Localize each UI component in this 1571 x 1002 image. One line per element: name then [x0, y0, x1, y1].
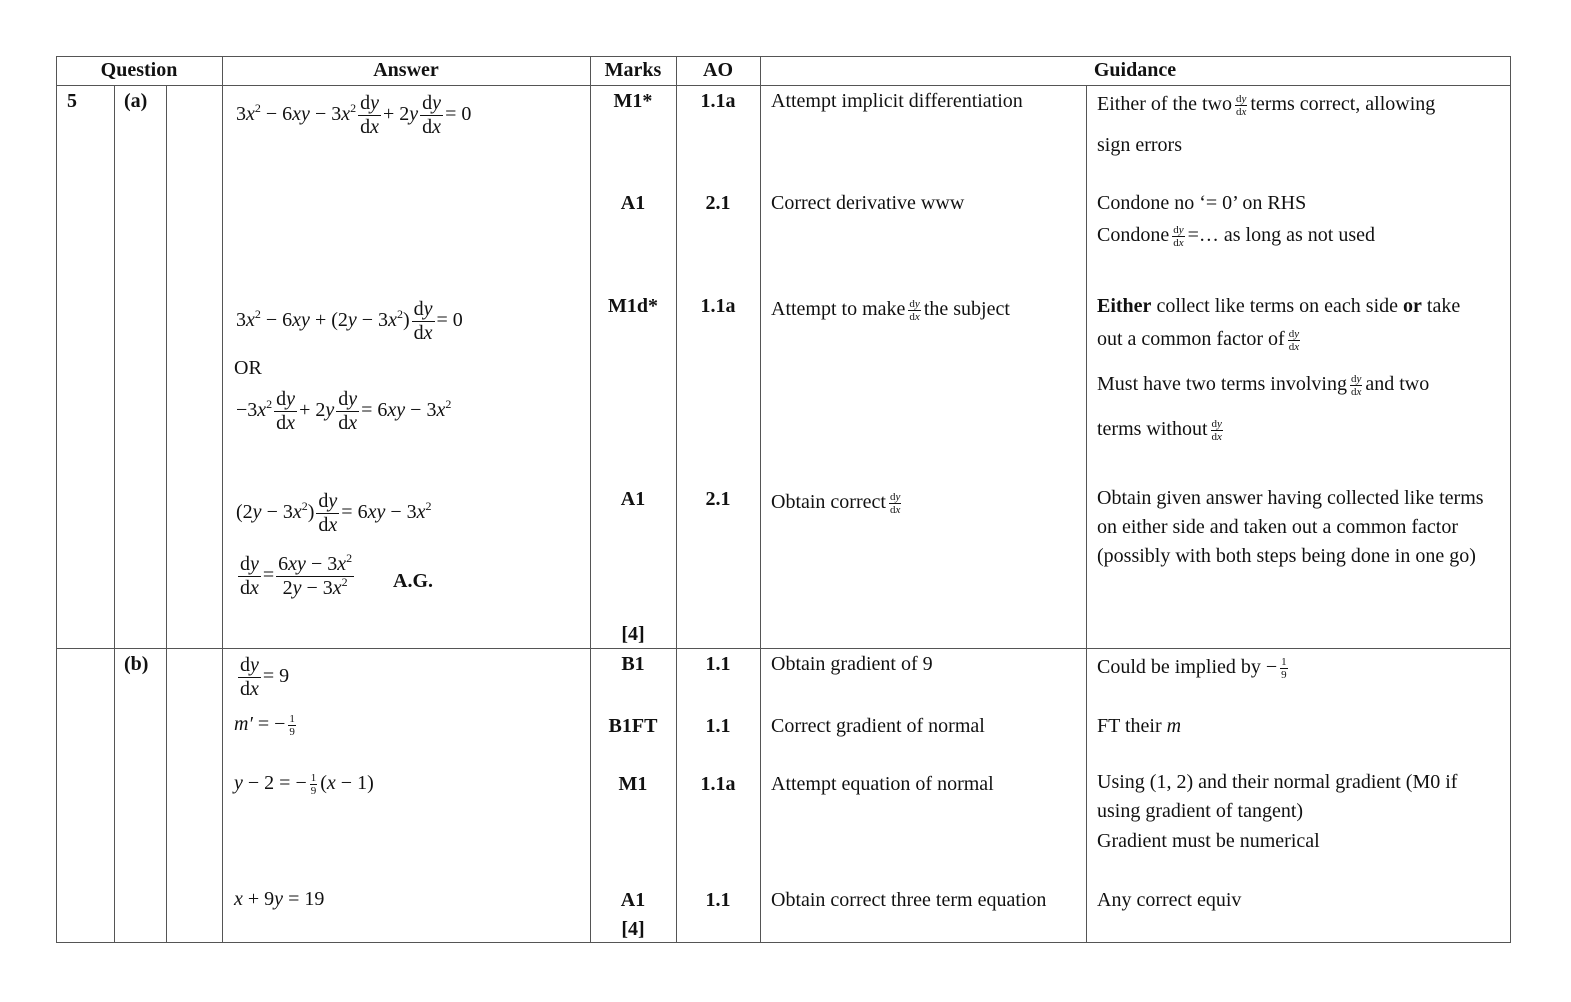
mark-a-4: A1: [620, 488, 646, 510]
part-b-label: (b): [124, 653, 149, 675]
ao-a-4: 2.1: [705, 488, 731, 510]
guidance-a-2-pre: Condone: [1097, 224, 1170, 247]
mark-b-1: B1: [621, 653, 645, 675]
guidance-a-3-common: out a common factor of: [1097, 328, 1285, 351]
desc-a-3-pre: Attempt to make: [771, 298, 906, 321]
header-guidance: Guidance: [1093, 59, 1177, 81]
guidance-a-3-without: terms without: [1097, 418, 1208, 441]
col-border: [760, 56, 761, 943]
desc-a-2: Correct derivative www: [771, 192, 965, 214]
ao-b-2: 1.1: [705, 715, 731, 737]
question-number: 5: [67, 90, 77, 112]
col-border: [1086, 85, 1087, 943]
guidance-a-1-post: terms correct, allowing: [1250, 93, 1436, 116]
desc-a-4-text: Obtain correct: [771, 491, 886, 514]
mark-a-1: M1*: [613, 90, 653, 112]
guidance-a-3-line1: [1097, 296, 1460, 316]
desc-a-1: Attempt implicit differentiation: [771, 90, 1023, 112]
guidance-a-3-either: Either: [1097, 295, 1152, 317]
mark-b-4: A1: [620, 889, 646, 911]
col-border: [166, 85, 167, 943]
guidance-a-3-line4: terms without $\frac{dy}{dx}$: [1097, 418, 1222, 444]
guidance-b-3-line3: Gradient must be numerical: [1097, 830, 1320, 852]
answer-b-line3: y − 2 = − $\frac{1}{9}$ (x − 1): [234, 772, 374, 798]
answer-b-line2: m′ = − $\frac{1}{9}$: [234, 713, 295, 739]
answer-a-ag: A.G.: [393, 570, 433, 592]
guidance-a-3-line3: Must have two terms involving $\frac{dy}{dx}$ and two: [1097, 373, 1430, 399]
guidance-a-2-post: =… as long as not used: [1187, 224, 1375, 247]
guidance-a-3-or: or: [1403, 295, 1422, 317]
answer-b-line4: x + 9y = 19: [234, 888, 325, 910]
col-border: [1510, 56, 1511, 943]
col-border: [222, 56, 223, 943]
desc-b-3: Attempt equation of normal: [771, 773, 994, 795]
col-border: [114, 85, 115, 943]
header-divider: [56, 85, 1511, 86]
answer-a-line5: $\frac{dy}{dx}$ = $\frac{6xy - 3x^2}{2y - 3x^2}$: [240, 551, 353, 599]
total-a: [4]: [621, 623, 645, 645]
desc-a-3-post: the subject: [923, 298, 1010, 321]
guidance-b-2: [1097, 716, 1181, 736]
ao-b-1: 1.1: [705, 653, 731, 675]
ao-a-3: 1.1a: [700, 295, 736, 317]
mark-b-3: M1: [618, 773, 648, 795]
guidance-b-1: Could be implied by − $\frac{1}{9}$: [1097, 656, 1287, 682]
guidance-a-1-line1: Either of the two $\frac{dy}{dx}$ terms correct, allowing: [1097, 93, 1436, 119]
guidance-a-2-line2: Condone $\frac{dy}{dx}$ =… as long as not used: [1097, 224, 1375, 250]
col-border: [56, 56, 57, 943]
ao-b-4: 1.1: [705, 889, 731, 911]
guidance-a-3-line2: out a common factor of $\frac{dy}{dx}$: [1097, 328, 1300, 354]
table-border-top: [56, 56, 1511, 57]
answer-a-line3: $-3x^2$ $\frac{dy}{dx}$ + 2y $\frac{dy}{dx}$ = $6xy - 3x^2$: [236, 388, 452, 434]
desc-a-3: Attempt to make $\frac{dy}{dx}$ the subject: [771, 298, 1010, 324]
header-marks: Marks: [604, 59, 662, 81]
guidance-a-3-musthave: Must have two terms involving: [1097, 373, 1347, 396]
guidance-a-3-collect: collect like terms on each side: [1151, 295, 1404, 317]
guidance-a-4: Obtain given answer having collected like terms on either side and taken out a common factor (possibly with both steps being done in one go): [1097, 487, 1484, 567]
desc-b-4: Obtain correct three term equation: [771, 889, 1047, 911]
ao-a-2: 2.1: [705, 192, 731, 214]
desc-b-1: Obtain gradient of 9: [771, 653, 933, 675]
part-a-label: (a): [124, 90, 148, 112]
header-ao: AO: [703, 59, 733, 81]
guidance-b-2-var: m: [1166, 715, 1182, 737]
mark-a-3: M1d*: [608, 295, 658, 317]
guidance-b-3: Using (1, 2) and their normal gradient (M0 if using gradient of tangent): [1097, 771, 1458, 822]
header-answer: Answer: [373, 59, 439, 81]
guidance-a-3-andtwo: and two: [1365, 373, 1430, 396]
guidance-a-2-line1: Condone no ‘= 0’ on RHS: [1097, 192, 1307, 214]
guidance-b-2-pre: FT their: [1097, 715, 1162, 737]
answer-a-line2: $3x^2 - 6xy + (2y - 3x^2)$ $\frac{dy}{dx}$ = 0: [236, 298, 463, 344]
mark-a-2: A1: [620, 192, 646, 214]
answer-b-line1: $\frac{dy}{dx}$ = 9: [240, 654, 290, 700]
ao-b-3: 1.1a: [700, 773, 736, 795]
guidance-b-1-pre: Could be implied by: [1097, 656, 1261, 679]
guidance-a-1-pre: Either of the two: [1097, 93, 1232, 116]
ao-a-1: 1.1a: [700, 90, 736, 112]
header-question: Question: [100, 59, 178, 81]
answer-a-line4: $(2y - 3x^2)$ $\frac{dy}{dx}$ = $6xy - 3x^2$: [236, 490, 432, 536]
answer-a-line1: $3x^2 - 6xy - 3x^2$ $\frac{dy}{dx}$ + 2y $\frac{dy}{dx}$ = 0: [236, 92, 472, 138]
guidance-a-3-take: take: [1421, 295, 1461, 317]
guidance-a-1-line2: sign errors: [1097, 134, 1182, 156]
answer-a-or: OR: [234, 357, 262, 379]
desc-b-2: Correct gradient of normal: [771, 715, 985, 737]
part-divider: [56, 648, 1511, 649]
guidance-b-4: Any correct equiv: [1097, 889, 1242, 911]
table-border-bottom: [56, 942, 1511, 943]
mark-b-2: B1FT: [608, 715, 658, 737]
total-b: [4]: [621, 918, 645, 940]
desc-a-4: Obtain correct $\frac{dy}{dx}$: [771, 491, 901, 517]
